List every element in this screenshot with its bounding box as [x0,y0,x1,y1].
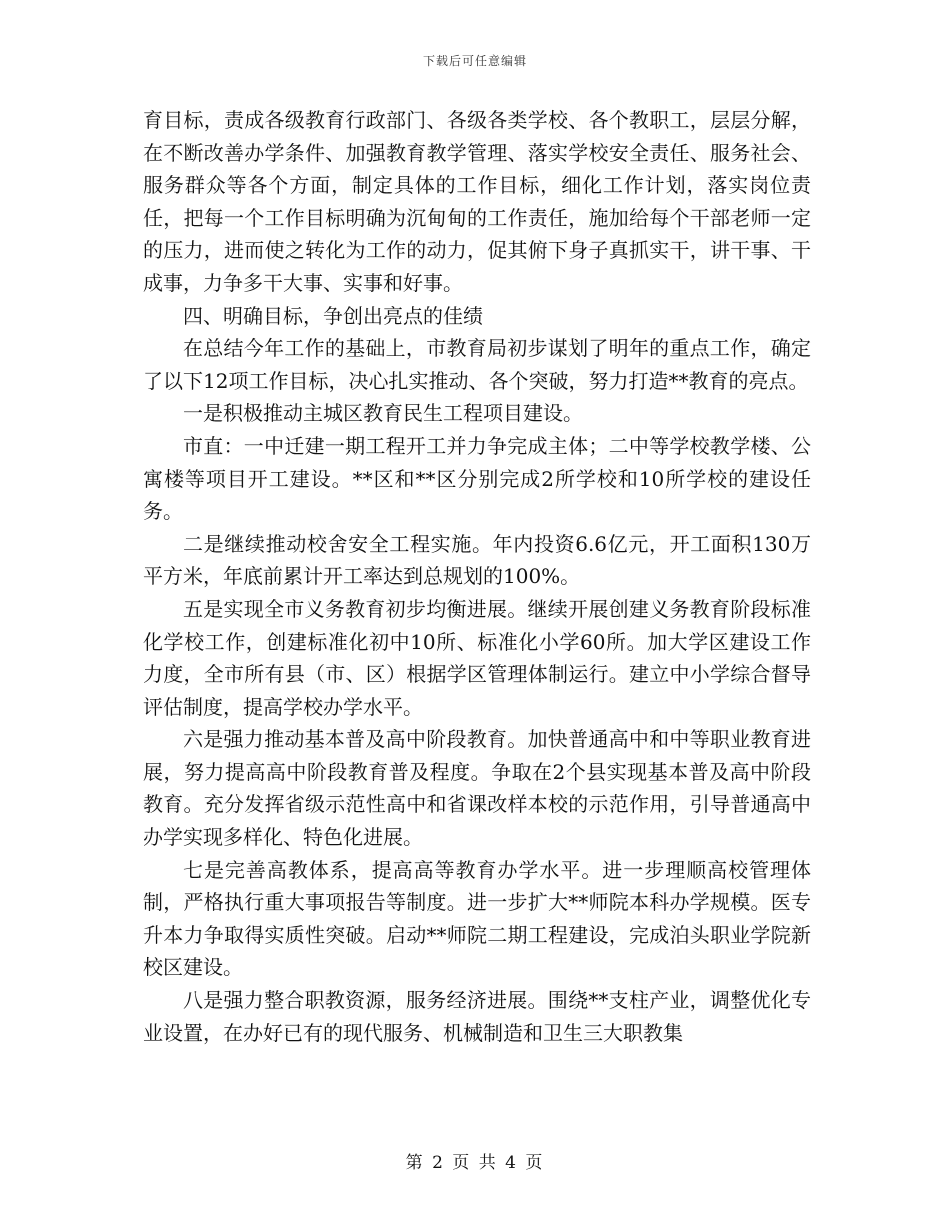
paragraph: 八是强力整合职教资源，服务经济进展。围绕**支柱产业，调整优化专业设置，在办好已有的现代服务、机械制造和卫生三大职教集 [143,988,811,1045]
paragraph: 六是强力推动基本普及高中阶段教育。加快普通高中和中等职业教育进展，努力提高高中阶段教育普及程度。争取在2个县实现基本普及高中阶段教育。充分发挥省级示范性高中和省课改样本校的示范作用，引导普通高中办学实现多样化、特色化进展。 [143,727,811,850]
section-heading: 四、明确目标，争创出亮点的佳绩 [183,303,483,328]
page-number: 第 2 页 共 4 页 [405,1153,545,1173]
paragraph: 二是继续推动校舍安全工程实施。年内投资6.6亿元，开工面积130万平方米，年底前累计开工率达到总规划的100%。 [143,531,811,589]
paragraph-continuation: 育目标，责成各级教育行政部门、各级各类学校、各个教职工，层层分解，在不断改善办学条件、加强教育教学管理、落实学校安全责任、服务社会、服务群众等各个方面，制定具体的工作目标，细化工作计划，落实岗位责任，把每一个工作目标明确为沉甸甸的工作责任，施加给每个干部老师一定的压力，进而使之转化为工作的动力，促其俯下身子真抓实干，讲干事、干成事，力争多干大事、实事和好事。 [143,108,811,295]
paragraph: 在总结今年工作的基础上，市教育局初步谋划了明年的重点工作，确定了以下12项工作目标，决心扎实推动、各个突破，努力打造**教育的亮点。 [143,336,811,393]
paragraph: 市直：一中迁建一期工程开工并力争完成主体；二中等学校教学楼、公寓楼等项目开工建设。**区和**区分别完成2所学校和10所学校的建设任务。 [143,433,811,524]
paragraph: 一是积极推动主城区教育民生工程项目建设。 [183,401,583,426]
paragraph: 五是实现全市义务教育初步均衡进展。继续开展创建义务教育阶段标准化学校工作，创建标准化初中10所、标准化小学60所。加大学区建设工作力度，全市所有县（市、区）根据学区管理体制运行。建立中小学综合督导评估制度，提高学校办学水平。 [143,596,811,719]
document-body [143,104,811,1049]
paragraph: 七是完善高教体系，提高高等教育办学水平。进一步理顺高校管理体制，严格执行重大事项报告等制度。进一步扩大**师院本科办学规模。医专升本力争取得实质性突破。启动**师院二期工程建设，完成泊头职业学院新校区建设。 [143,857,811,980]
page-header: 下载后可任意编辑 [422,54,527,68]
